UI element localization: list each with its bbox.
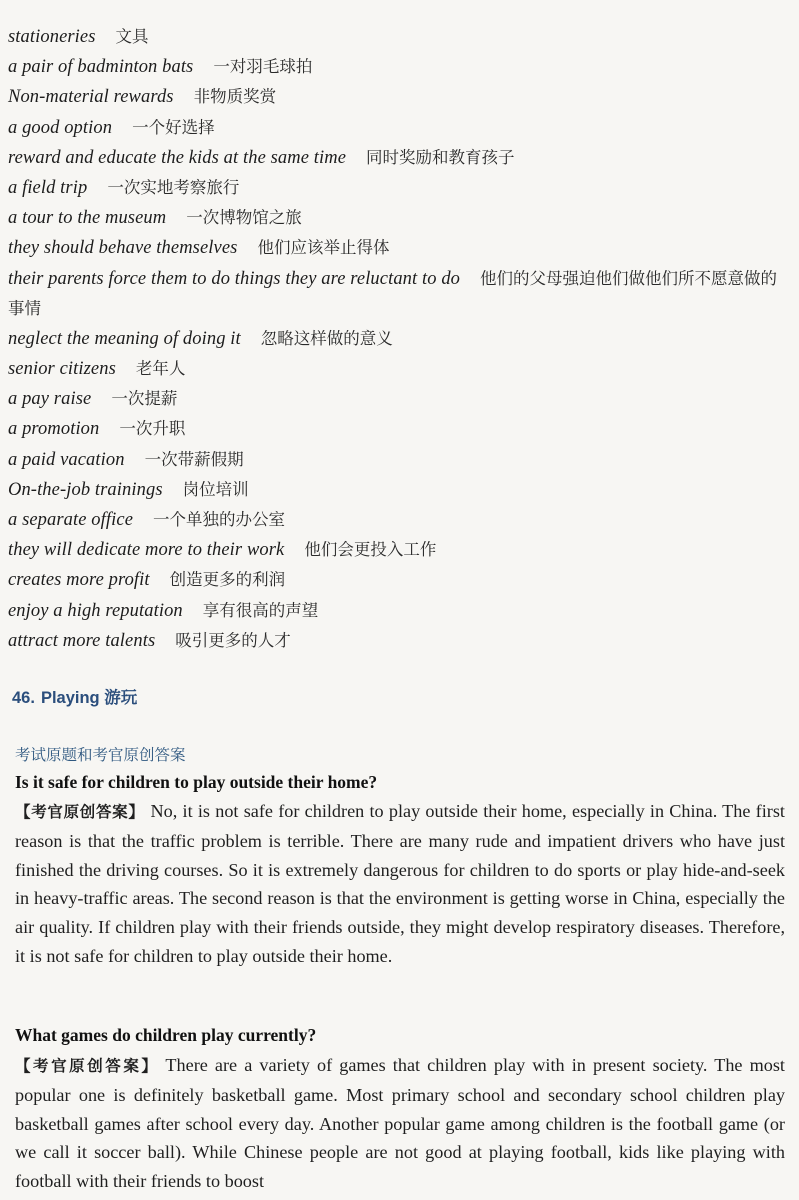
vocab-chinese: 一次提薪 [111, 389, 178, 409]
vocab-english: Non-material rewards [8, 87, 174, 108]
vocab-chinese: 一次带薪假期 [144, 449, 244, 469]
vocab-item [8, 113, 793, 143]
section-title: Playing 游玩 [40, 689, 138, 707]
vocab-chinese: 岗位培训 [182, 479, 249, 499]
vocab-english: reward and educate the kids at the same time [8, 147, 347, 168]
vocab-english: creates more profit [8, 570, 150, 591]
vocab-chinese: 文具 [115, 27, 149, 46]
vocab-item [8, 414, 793, 444]
vocab-english: senior citizens [8, 359, 116, 380]
subheading: 考试原题和考官原创答案 [15, 746, 186, 764]
vocab-chinese: 享有很高的声望 [202, 600, 319, 620]
vocab-item [8, 22, 793, 52]
vocab-chinese: 同时奖励和教育孩子 [366, 147, 515, 167]
vocab-item [8, 324, 793, 354]
vocab-chinese: 一个单独的办公室 [153, 510, 286, 530]
section-heading [12, 684, 137, 708]
vocab-item [8, 596, 793, 626]
vocab-english: On-the-job trainings [8, 479, 163, 500]
vocab-english: they should behave themselves [8, 238, 238, 259]
vocab-english: a paid vacation [8, 449, 125, 470]
vocab-item [8, 264, 793, 324]
vocab-chinese: 一个好选择 [132, 117, 215, 137]
vocab-english: a field trip [8, 177, 88, 198]
vocab-english: a good option [8, 117, 113, 138]
vocab-item [8, 445, 793, 475]
vocab-item [8, 52, 793, 82]
vocab-chinese: 忽略这样做的意义 [260, 328, 393, 348]
vocab-english: a separate office [8, 510, 134, 531]
question: What games do children play currently? [15, 1025, 317, 1045]
vocab-chinese: 他们会更投入工作 [304, 540, 437, 560]
vocab-chinese: 他们的父母强迫他们做他们所不愿意做的事情 [8, 268, 778, 318]
vocab-chinese: 一次实地考察旅行 [107, 177, 240, 197]
vocab-english: neglect the meaning of doing it [8, 328, 241, 349]
vocab-item [8, 565, 793, 595]
vocab-item [8, 626, 793, 656]
vocab-english: enjoy a high reputation [8, 600, 183, 621]
answer-text: There are a variety of games that children play with in present society. The most popular one is definitely basketball game. Most primary school and secondary school children play basketball games after school every day. Another popular game among children is the football game (or we call it soccer ball). While Chinese people are not good at playing football, kids like playing with football with their friends to boost [15, 1055, 785, 1192]
vocab-chinese: 一次博物馆之旅 [186, 208, 302, 228]
vocab-chinese: 非物质奖赏 [193, 87, 277, 107]
vocab-item [8, 354, 793, 384]
answer-paragraph [15, 797, 785, 971]
vocab-item [8, 82, 793, 112]
vocab-english: stationeries [8, 27, 96, 47]
question: Is it safe for children to play outside their home? [15, 772, 378, 792]
vocabulary-list [8, 22, 793, 656]
vocab-english: a tour to the museum [8, 208, 167, 229]
vocab-chinese: 一次升职 [119, 419, 186, 439]
vocab-item [8, 173, 793, 203]
answer-paragraph [15, 1051, 785, 1196]
vocab-chinese: 老年人 [135, 359, 186, 379]
vocab-item [8, 475, 793, 505]
vocab-english: a promotion [8, 419, 100, 440]
vocab-chinese: 他们应该举止得体 [257, 238, 390, 258]
vocab-chinese: 创造更多的利润 [169, 570, 286, 590]
vocab-chinese: 吸引更多的人才 [175, 630, 291, 650]
vocab-item [8, 143, 793, 173]
vocab-english: they will dedicate more to their work [8, 540, 285, 561]
vocab-english: attract more talents [8, 630, 156, 651]
answer-text: No, it is not safe for children to play outside their home, especially in China. The first reason is that the traffic problem is terrible. There are many rude and impatient drivers who have just finished the driving courses. So it is extremely dangerous for children to do sports or play hide-and-seek in heavy-traffic areas. The second reason is that the environment is getting worse in China, especially the air quality. If children play with their friends outside, they might develop respiratory diseases. Therefore, it is not safe for children to play outside their home. [15, 801, 785, 966]
vocab-item [8, 505, 793, 535]
answer-tag: 【考官原创答案】 [15, 803, 145, 821]
vocab-english: their parents force them to do things they are reluctant to do [8, 268, 461, 289]
vocab-chinese: 一对羽毛球拍 [213, 57, 313, 77]
vocab-item [8, 384, 793, 414]
section-number: 46. [12, 689, 35, 707]
vocab-item [8, 233, 793, 263]
answer-tag: 【考官原创答案】 [15, 1057, 160, 1075]
vocab-english: a pair of badminton bats [8, 57, 194, 78]
vocab-item [8, 535, 793, 565]
vocab-item [8, 203, 793, 233]
vocab-english: a pay raise [8, 389, 92, 410]
